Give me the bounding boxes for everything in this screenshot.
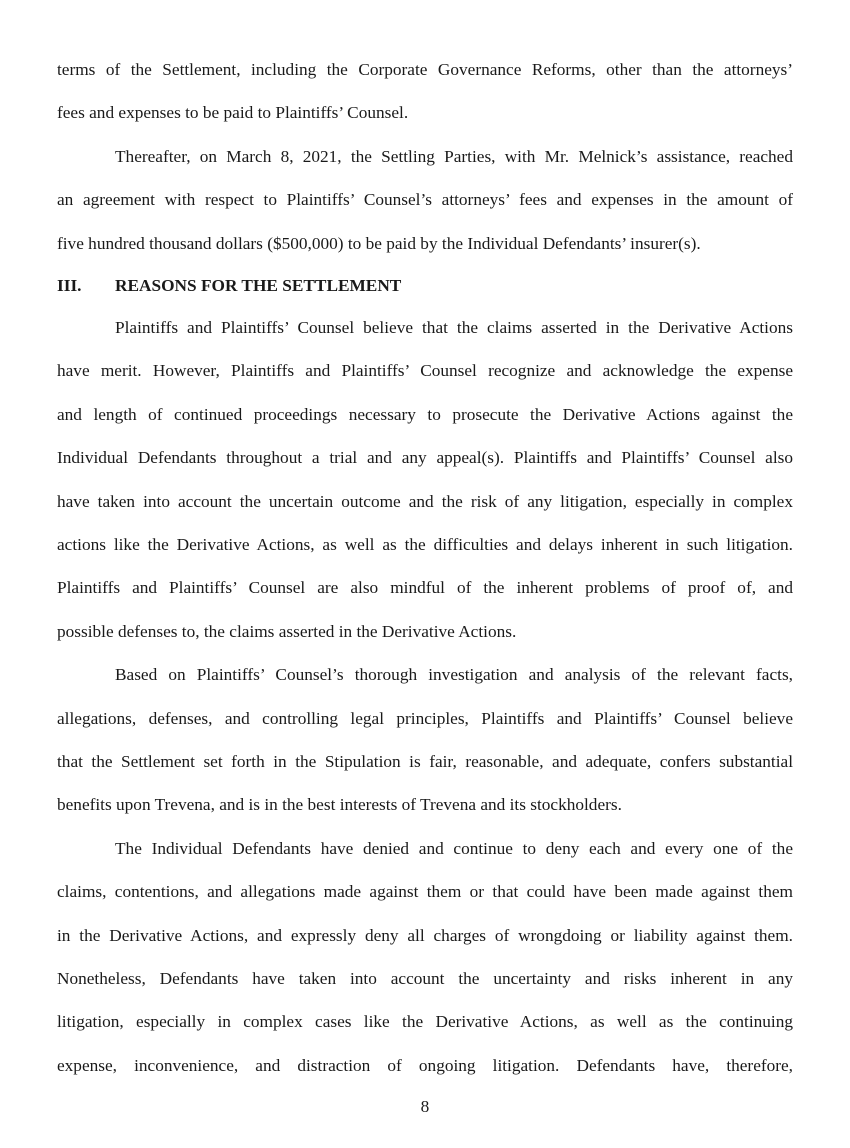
paragraph-line: Plaintiffs and Plaintiffs’ Counsel believe that the claims asserted in the Derivative Actions — [115, 318, 793, 337]
paragraph-line: that the Settlement set forth in the Stipulation is fair, reasonable, and adequate, confers substantial — [57, 752, 793, 771]
paragraph-line: expense, inconvenience, and distraction of ongoing litigation. Defendants have, therefore, — [57, 1056, 793, 1075]
paragraph-line: five hundred thousand dollars ($500,000) to be paid by the Individual Defendants’ insurer(s). — [57, 234, 701, 253]
paragraph-line: benefits upon Trevena, and is in the best interests of Trevena and its stockholders. — [57, 795, 622, 814]
paragraph-line: and length of continued proceedings necessary to prosecute the Derivative Actions against the — [57, 405, 793, 424]
paragraph-line: fees and expenses to be paid to Plaintiffs’ Counsel. — [57, 103, 409, 122]
page-number: 8 — [420, 1097, 430, 1116]
paragraph-line: Plaintiffs and Plaintiffs’ Counsel are also mindful of the inherent problems of proof of, and — [57, 578, 793, 597]
paragraph-line: Thereafter, on March 8, 2021, the Settling Parties, with Mr. Melnick’s assistance, reached — [115, 147, 793, 166]
paragraph-line: an agreement with respect to Plaintiffs’ Counsel’s attorneys’ fees and expenses in the amount of — [57, 190, 793, 209]
section-title: REASONS FOR THE SETTLEMENT — [115, 276, 402, 295]
paragraph-line: allegations, defenses, and controlling legal principles, Plaintiffs and Plaintiffs’ Counsel believe — [57, 709, 793, 728]
section-number: III. — [57, 276, 82, 295]
paragraph-line: litigation, especially in complex cases like the Derivative Actions, as well as the continuing — [57, 1012, 793, 1031]
paragraph-line: Based on Plaintiffs’ Counsel’s thorough investigation and analysis of the relevant facts, — [115, 665, 793, 684]
paragraph-line: possible defenses to, the claims asserted in the Derivative Actions. — [57, 622, 517, 641]
paragraph-line: in the Derivative Actions, and expressly deny all charges of wrongdoing or liability against them. — [57, 926, 793, 945]
paragraph-line: The Individual Defendants have denied and continue to deny each and every one of the — [115, 839, 793, 858]
paragraph-line: have taken into account the uncertain outcome and the risk of any litigation, especially in complex — [57, 492, 793, 511]
paragraph-line: Nonetheless, Defendants have taken into account the uncertainty and risks inherent in any — [57, 969, 793, 988]
paragraph-line: Individual Defendants throughout a trial and any appeal(s). Plaintiffs and Plaintiffs’ Counsel also — [57, 448, 793, 467]
paragraph-line: terms of the Settlement, including the Corporate Governance Reforms, other than the attorneys’ — [57, 60, 793, 79]
paragraph-line: have merit. However, Plaintiffs and Plaintiffs’ Counsel recognize and acknowledge the expense — [57, 361, 793, 380]
paragraph-line: claims, contentions, and allegations made against them or that could have been made against them — [57, 882, 793, 901]
paragraph-line: actions like the Derivative Actions, as well as the difficulties and delays inherent in such litigation. — [57, 535, 793, 554]
